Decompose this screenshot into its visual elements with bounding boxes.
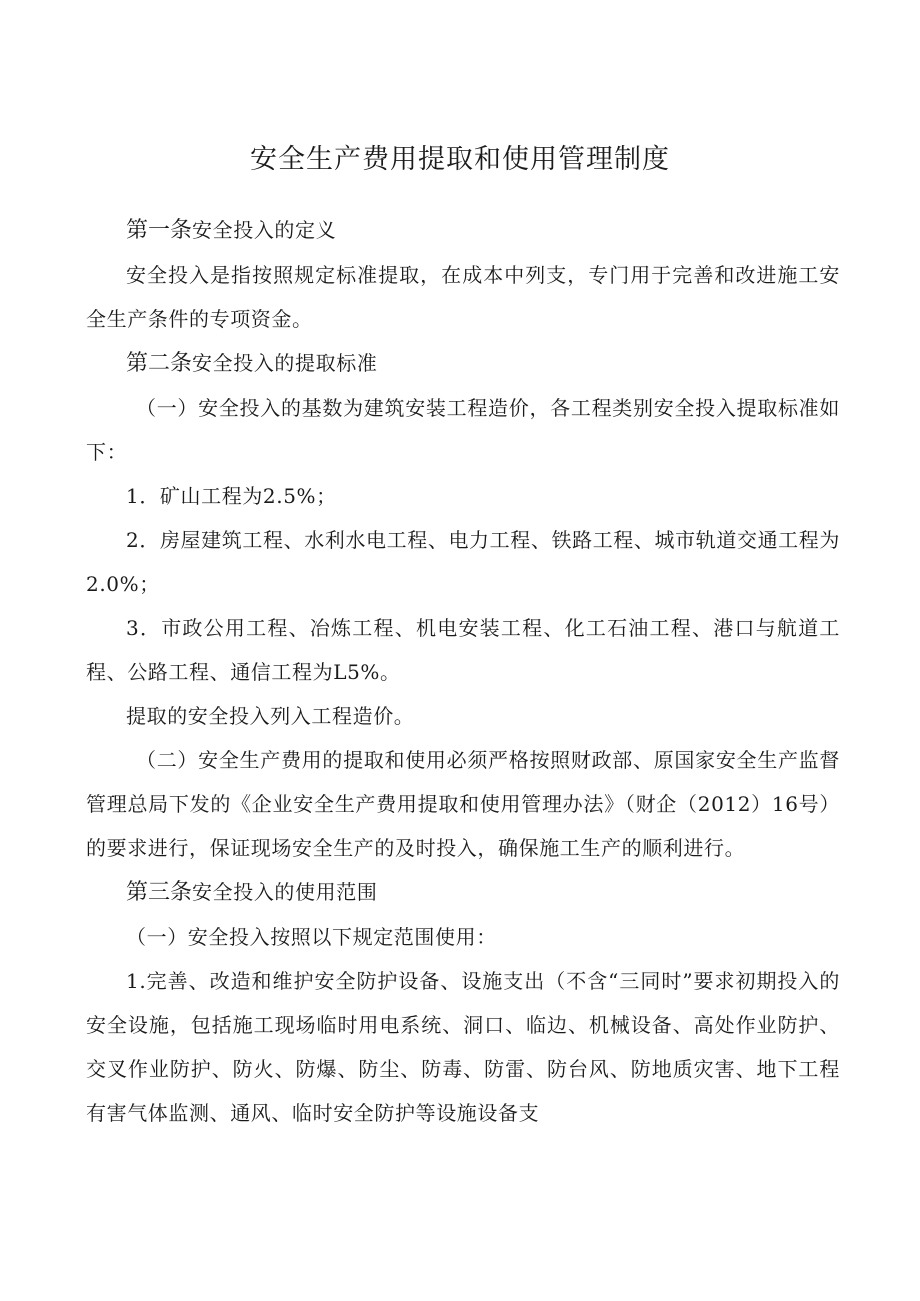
article-2-heading bbox=[86, 341, 840, 386]
article-2-note: 提取的安全投入列入工程造价。 bbox=[126, 704, 415, 728]
article-3-label: 第三条 bbox=[126, 880, 193, 905]
article-2-title: 安全投入的提取标准 bbox=[192, 351, 378, 375]
article-3-heading bbox=[86, 870, 840, 915]
article-3-title: 安全投入的使用范围 bbox=[192, 880, 378, 904]
article-2-item-1: 1．矿山工程为2.5%； bbox=[126, 484, 337, 508]
article-2-subsection-1: （一）安全投入的基数为建筑安装工程造价，各工程类别安全投入提取标准如下： bbox=[86, 396, 840, 464]
article-1-paragraph: 安全投入是指按照规定标准提取，在成本中列支，专门用于完善和改进施工安全生产条件的专项资金。 bbox=[86, 263, 840, 331]
article-2-label: 第二条 bbox=[126, 351, 193, 376]
article-3-subsection-1: （一）安全投入按照以下规定范围使用： bbox=[126, 925, 497, 949]
article-1-label: 第一条 bbox=[126, 218, 193, 243]
article-2-item-3: 3．市政公用工程、冶炼工程、机电安装工程、化工石油工程、港口与航道工程、公路工程、通信工程为L5%。 bbox=[86, 616, 840, 684]
article-3-item-1: 1.完善、改造和维护安全防护设备、设施支出（不含“三同时”要求初期投入的安全设施，包括施工现场临时用电系统、洞口、临边、机械设备、高处作业防护、交叉作业防护、防火、防爆、防尘、防毒、防雷、防台风、防地质灾害、地下工程有害气体监测、通风、临时安全防护等设施设备支 bbox=[86, 969, 840, 1125]
document-title: 安全生产费用提取和使用管理制度 bbox=[250, 144, 670, 175]
article-1-title: 安全投入的定义 bbox=[192, 218, 337, 242]
article-1-heading bbox=[86, 208, 840, 253]
document-body bbox=[86, 208, 840, 1135]
article-2-subsection-2: （二）安全生产费用的提取和使用必须严格按照财政部、原国家安全生产监督管理总局下发的《企业安全生产费用提取和使用管理办法》（财企（2012）16号）的要求进行，保证现场安全生产的及时投入，确保施工生产的顺利进行。 bbox=[86, 748, 840, 860]
article-2-item-2: 2．房屋建筑工程、水利水电工程、电力工程、铁路工程、城市轨道交通工程为2.0%； bbox=[86, 528, 840, 596]
